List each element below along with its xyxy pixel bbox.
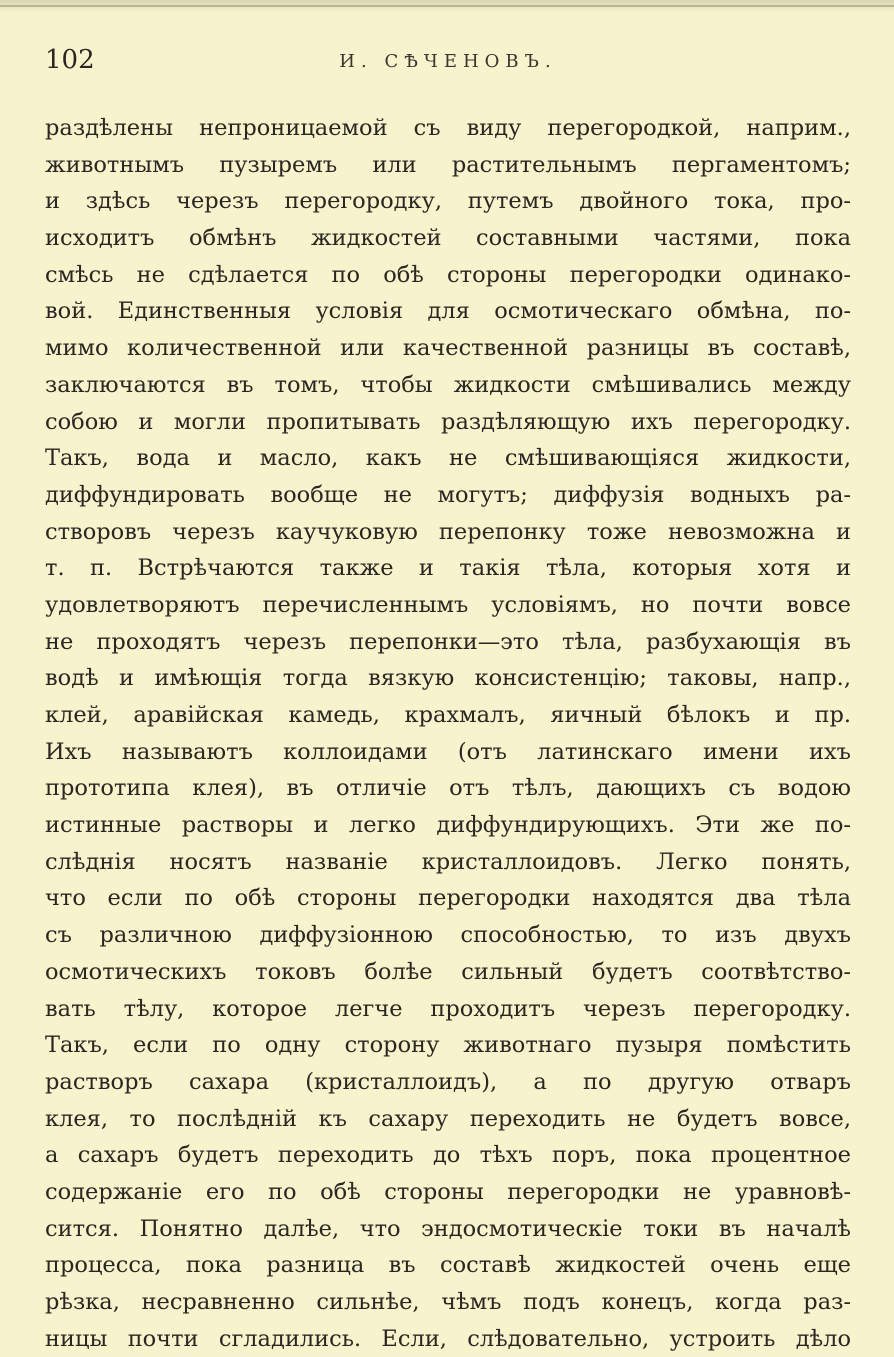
text-line: т. п. Встрѣчаются также и такія тѣла, которыя хотя и: [45, 555, 851, 582]
text-line: Ихъ называютъ коллоидами (отъ латинскаго имени ихъ: [45, 738, 851, 765]
text-line: удовлетворяютъ перечисленнымъ условіямъ, но почти вовсе: [45, 591, 851, 618]
text-line: вой. Единственныя условія для осмотическаго обмѣна, по-: [45, 298, 851, 325]
page-number: 102: [45, 45, 95, 75]
text-line: смѣсь не сдѣлается по обѣ стороны перегородки одинако-: [45, 261, 851, 288]
text-line: и здѣсь черезъ перегородку, путемъ двойного тока, про-: [45, 188, 851, 215]
text-line: растворъ сахара (кристаллоидъ), а по другую отваръ: [45, 1068, 851, 1095]
text-line: рѣзка, несравненно сильнѣе, чѣмъ подъ конецъ, когда раз-: [45, 1289, 851, 1315]
text-line: содержаніе его по обѣ стороны перегородки не уравновѣ-: [45, 1178, 851, 1205]
text-line: диффундировать вообще не могутъ; диффузія водныхъ ра-: [45, 481, 851, 508]
text-line: осмотическихъ токовъ болѣе сильный будетъ соотвѣтство-: [45, 958, 851, 985]
text-line: сится. Понятно далѣе, что эндосмотическіе токи въ началѣ: [45, 1215, 851, 1242]
page-header: [45, 44, 851, 84]
text-line: клея, то послѣдній къ сахару переходить не будетъ вовсе,: [45, 1105, 851, 1132]
text-line: не проходятъ черезъ перепонки—это тѣла, разбухающія въ: [45, 628, 851, 655]
text-line: клей, аравійская камедь, крахмалъ, яичный бѣлокъ и пр.: [45, 702, 851, 728]
top-rule: [0, 5, 894, 7]
text-line: ницы почти сгладились. Если, слѣдовательно, устроить дѣло: [45, 1325, 851, 1352]
text-line: прототипа клея), въ отличіе отъ тѣлъ, дающихъ съ водою: [45, 775, 851, 802]
text-line: Такъ, если по одну сторону животнаго пузыря помѣстить: [45, 1032, 851, 1059]
text-line: что если по обѣ стороны перегородки находятся два тѣла: [45, 885, 851, 912]
body-text: [45, 110, 851, 1357]
text-line: съ различною диффузіонною способностью, то изъ двухъ: [45, 922, 851, 949]
text-line: исходитъ обмѣнъ жидкостей составными частями, пока: [45, 225, 851, 252]
text-line: Такъ, вода и масло, какъ не смѣшивающіяся жидкости,: [45, 445, 851, 472]
text-line: мимо количественной или качественной разницы въ составѣ,: [45, 335, 851, 362]
text-line: заключаются въ томъ, чтобы жидкости смѣшивались между: [45, 371, 851, 398]
text-line: раздѣлены непроницаемой съ виду перегородкой, наприм.,: [45, 115, 851, 141]
text-line: истинные растворы и легко диффундирующихъ. Эти же по-: [45, 812, 851, 839]
running-title: И. СѢЧЕНОВЪ.: [339, 51, 557, 72]
text-line: а сахаръ будетъ переходить до тѣхъ поръ, пока процентное: [45, 1142, 851, 1169]
text-line: собою и могли пропитывать раздѣляющую ихъ перегородку.: [45, 408, 851, 435]
text-line: животнымъ пузыремъ или растительнымъ пергаментомъ;: [45, 151, 851, 178]
text-line: створовъ черезъ каучуковую перепонку тоже невозможна и: [45, 518, 851, 545]
text-line: вать тѣлу, которое легче проходитъ черезъ перегородку.: [45, 995, 851, 1022]
text-line: водѣ и имѣющія тогда вязкую консистенцію; таковы, напр.,: [45, 665, 851, 692]
text-line: слѣднія носятъ названіе кристаллоидовъ. Легко понять,: [45, 848, 851, 875]
text-line: процесса, пока разница въ составѣ жидкостей очень еще: [45, 1252, 851, 1279]
